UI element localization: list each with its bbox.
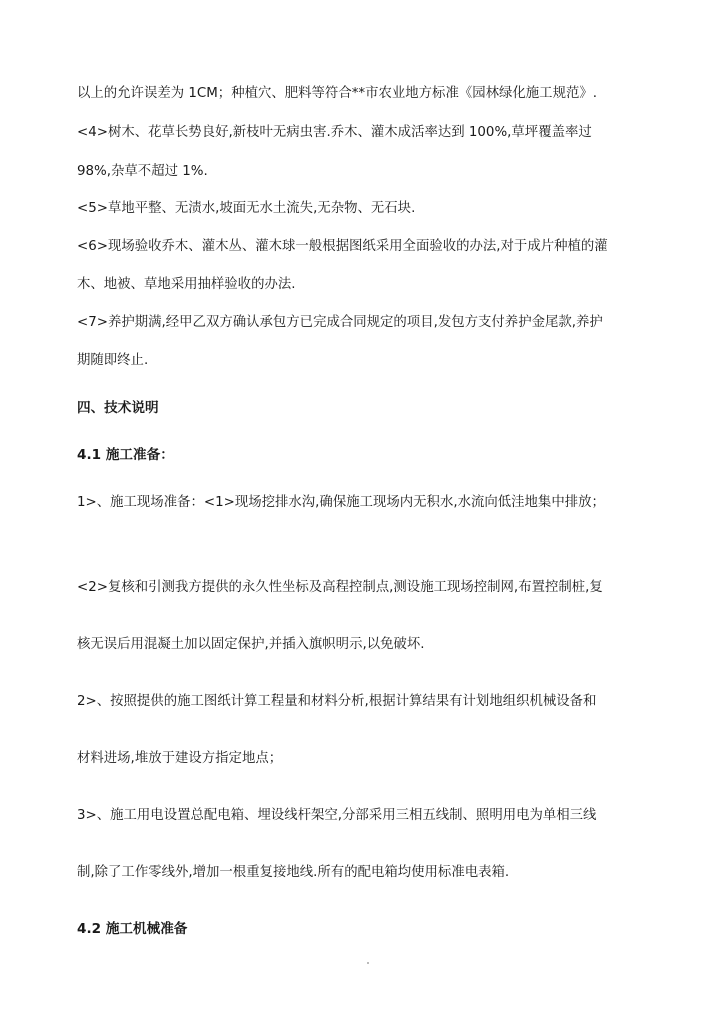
paragraph-line: 以上的允许误差为 1CM；种植穴、肥料等符合**市农业地方标准《园林绿化施工规范》. — [77, 86, 597, 101]
paragraph-line: <6>现场验收乔木、灌木丛、灌木球一般根据图纸采用全面验收的办法,对于成片种植的灌 — [77, 239, 608, 254]
paragraph-line: 1>、施工现场准备：<1>现场挖排水沟,确保施工现场内无积水,水流向低洼地集中排放； — [77, 495, 605, 510]
paragraph-line: 制,除了工作零线外,增加一根重复接地线.所有的配电箱均使用标准电表箱. — [77, 865, 510, 880]
paragraph-line: <7>养护期满,经甲乙双方确认承包方已完成合同规定的项目,发包方支付养护金尾款,养护 — [77, 315, 603, 330]
paragraph-line: 材料进场,堆放于建设方指定地点； — [77, 751, 283, 766]
paragraph-line: 98%,杂草不超过 1%. — [77, 164, 208, 179]
page-marker-dot — [367, 962, 369, 964]
paragraph-line: 3>、施工用电设置总配电箱、埋设线杆架空,分部采用三相五线制、照明用电为单相三线 — [77, 808, 597, 823]
paragraph-line: 期随即终止. — [77, 353, 149, 368]
paragraph-line: 2>、按照提供的施工图纸计算工程量和材料分析,根据计算结果有计划地组织机械设备和 — [77, 694, 597, 709]
subsection-heading: 4.2 施工机械准备 — [77, 921, 188, 937]
paragraph-line: <5>草地平整、无渍水,坡面无水土流失,无杂物、无石块. — [77, 201, 416, 216]
paragraph-line: <2>复核和引测我方提供的永久性坐标及高程控制点,测设施工现场控制网,布置控制桩,复 — [77, 580, 603, 595]
paragraph-line: <4>树木、花草长势良好,新枝叶无病虫害.乔木、灌木成活率达到 100%,草坪覆盖率过 — [77, 125, 592, 140]
paragraph-line: 核无误后用混凝土加以固定保护,并插入旗帜明示,以免破坏. — [77, 637, 425, 652]
section-heading: 四、技术说明 — [77, 400, 159, 416]
subsection-heading: 4.1 施工准备： — [77, 447, 174, 463]
paragraph-line: 木、地被、草地采用抽样验收的办法. — [77, 277, 296, 292]
